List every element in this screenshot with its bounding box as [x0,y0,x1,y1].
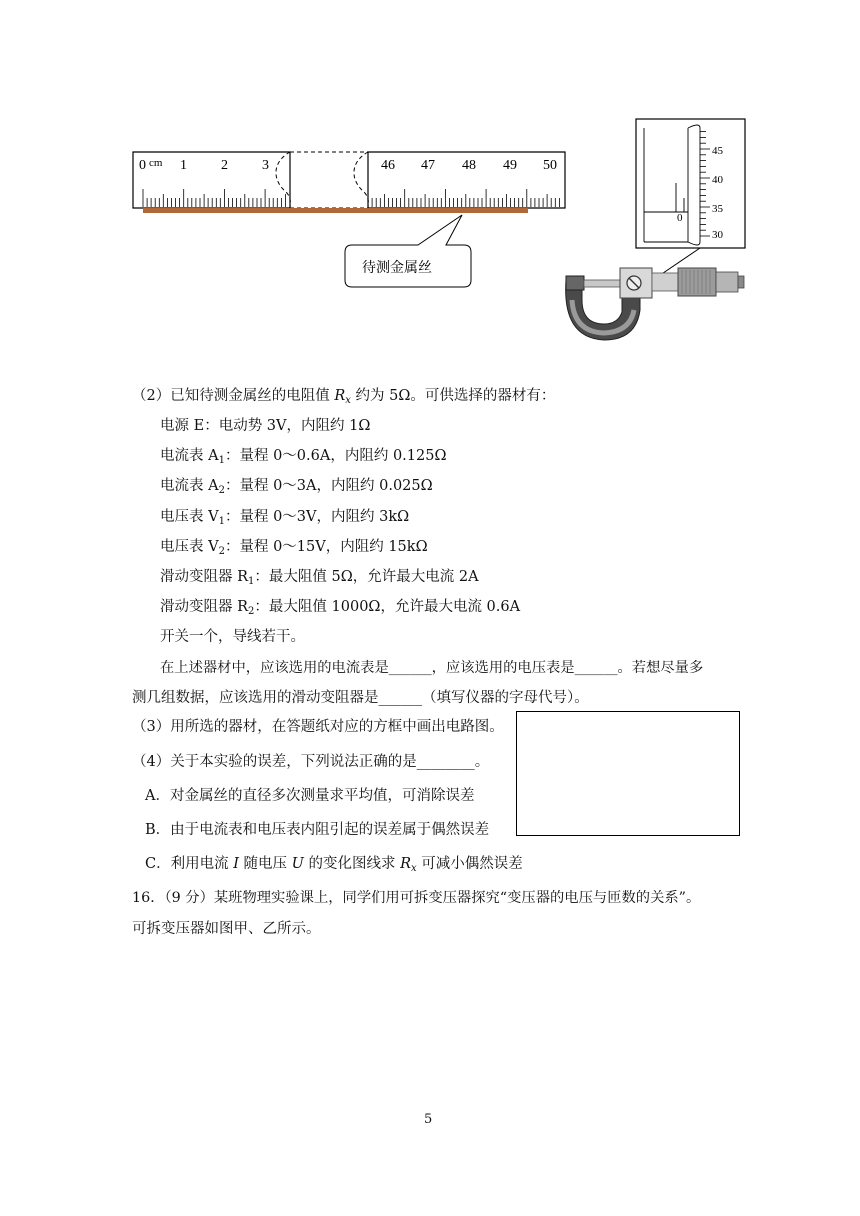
callout-label: 待测金属丝 [362,260,432,276]
equipment-item-power: 电源 E：电动势 3V，内阻约 1Ω [160,418,371,434]
thimble-label-40: 40 [712,174,723,186]
equipment-item-v1: 电压表 $V_1$：量程 0～3V，内阻约 3kΩ [160,509,410,527]
page-number: 5 [424,1112,433,1127]
micrometer-illustration [566,268,744,340]
ruler-label-3: 3 [262,158,269,173]
q4-option-b: B．由于电流表和电压表内阻引起的误差属于偶然误差 [145,822,490,838]
thimble-label-30: 30 [712,229,723,241]
equipment-item-r2: 滑动变阻器 $R_2$：最大阻值 1000Ω，允许最大电流 0.6A [160,599,521,617]
ruler-label-49: 49 [503,158,517,173]
circuit-answer-box [516,711,740,836]
micrometer-zoom [636,119,745,286]
equipment-item-v2: 电压表 $V_2$：量程 0～15V，内阻约 15kΩ [160,539,428,557]
q16-line2: 可拆变压器如图甲、乙所示。 [132,921,321,937]
ruler-unit: cm [149,157,163,169]
q4-option-a: A．对金属丝的直径多次测量求平均值，可消除误差 [145,788,475,804]
equipment-item-r1: 滑动变阻器 $R_1$：最大阻值 5Ω，允许最大电流 2A [160,569,479,587]
q4-option-c: C．利用电流 I 随电压 U 的变化图线求 $R_x$ 可减小偶然误差 [145,856,523,874]
equipment-item-switch: 开关一个，导线若干。 [160,629,305,645]
wire-callout [345,215,471,287]
ruler-label-50: 50 [543,158,557,173]
thimble-label-35: 35 [712,203,723,215]
q4-stem: （4）关于本实验的误差，下列说法正确的是________。 [132,754,490,770]
ruler-label-46: 46 [381,158,395,173]
equipment-item-a2: 电流表 $A_2$：量程 0～3A，内阻约 0.025Ω [160,478,433,496]
equipment-item-a1: 电流表 $A_1$：量程 0～0.6A，内阻约 0.125Ω [160,448,447,466]
ruler-label-48: 48 [462,158,476,173]
experiment-figure [0,0,860,360]
sleeve-label-0: 0 [677,212,683,224]
ruler-label-47: 47 [421,158,435,173]
ruler-label-0: 0 [139,158,146,173]
q16-line1: 16．（9 分）某班物理实验课上，同学们用可拆变压器探究“变压器的电压与匝数的关系”。 [132,890,701,906]
ruler-label-1: 1 [180,158,187,173]
metal-wire [143,208,528,213]
ruler [133,152,565,208]
thimble-label-45: 45 [712,145,723,157]
ruler-label-2: 2 [221,158,228,173]
q2-select-line2: 测几组数据，应该选用的滑动变阻器是______（填写仪器的字母代号）。 [132,690,589,706]
q2-select-line1: 在上述器材中，应该选用的电流表是______，应该选用的电压表是______。若想尽量多 [160,660,704,676]
q3-text: （3）用所选的器材，在答题纸对应的方框中画出电路图。 [132,719,504,735]
q2-intro: （2）已知待测金属丝的电阻值 $R_x$ 约为 5Ω。可供选择的器材有： [132,388,556,406]
